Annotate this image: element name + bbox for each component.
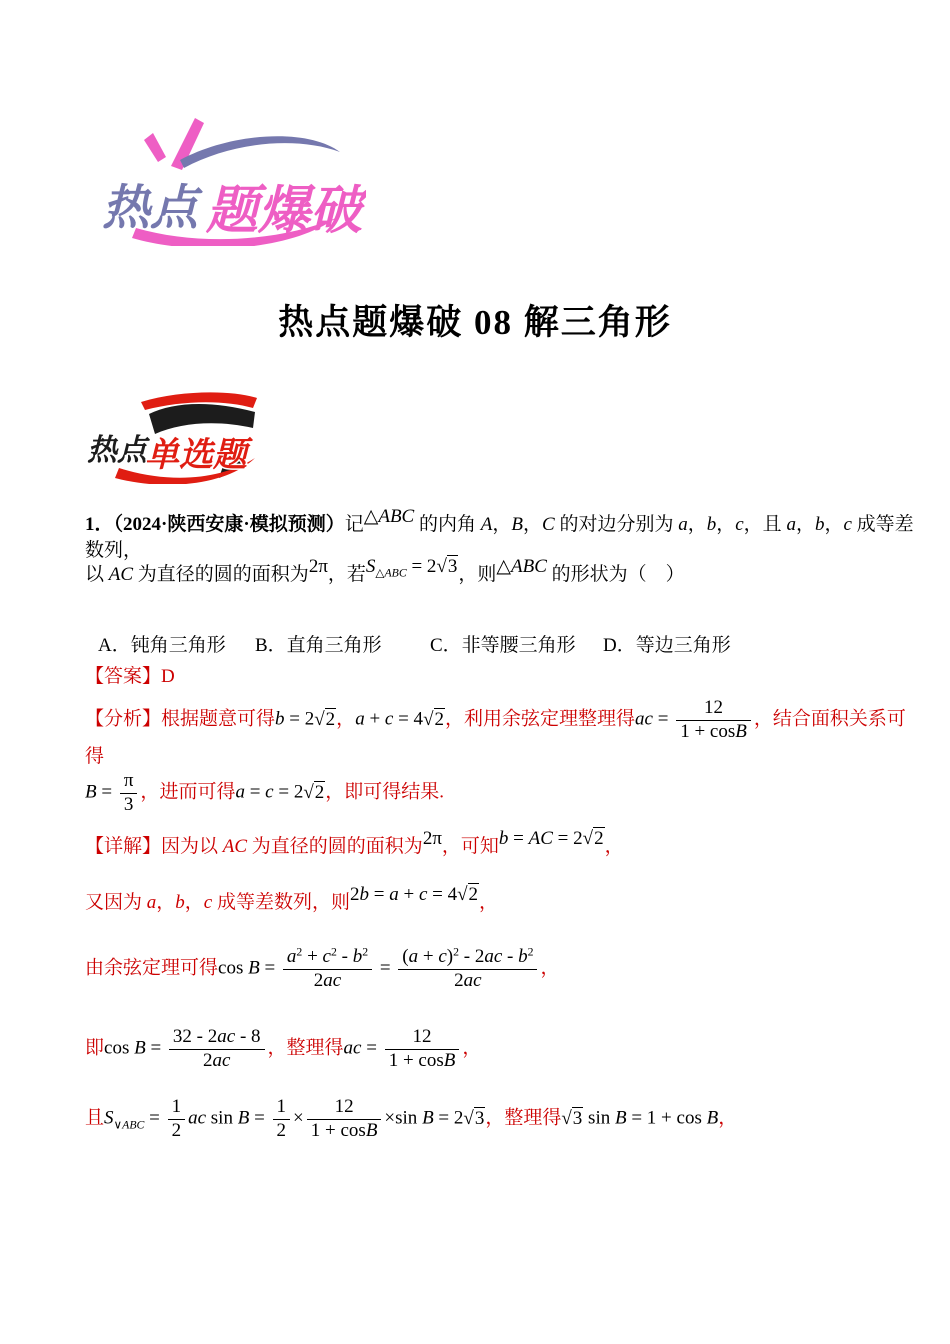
text-segment: ac [343, 1037, 362, 1059]
text-segment: ，若 [327, 564, 366, 585]
text-segment: 结合面积关系可得 [85, 708, 906, 767]
text-segment: b [706, 514, 717, 535]
text-segment: ， [522, 514, 542, 535]
text-segment: = [508, 828, 529, 849]
math-sqrt: √2 [423, 708, 444, 730]
text-segment: B [614, 1107, 627, 1129]
math-sqrt: √3 [436, 556, 458, 577]
text-segment: 记 [344, 514, 364, 535]
math-group [366, 554, 458, 580]
text-segment: a [786, 514, 796, 535]
text-segment: 2 [350, 884, 360, 905]
text-segment: ABC [511, 556, 547, 577]
text-segment: （2024·陕西安康·模拟预测） [113, 514, 345, 535]
math-fraction [676, 697, 751, 744]
math-group [499, 826, 605, 852]
math-fraction [283, 946, 372, 993]
text-segment: b [275, 708, 285, 730]
math-fraction [385, 1026, 460, 1073]
question-1-line-2 [85, 556, 915, 588]
text-segment: B [422, 1107, 434, 1129]
badge-text-part2: 单选题 [145, 436, 247, 474]
text-segment: c [418, 884, 428, 905]
text-segment: ) [446, 946, 454, 967]
text-segment: = [361, 1037, 382, 1059]
text-segment: C [542, 514, 555, 535]
text-segment: π [123, 770, 134, 791]
text-segment: = 2 [406, 556, 437, 577]
text-segment: ， [462, 1037, 482, 1059]
text-segment: ， [753, 708, 773, 730]
text-segment: 2π [308, 556, 328, 577]
text-segment: ， [140, 781, 160, 803]
option-c: C．非等腰三角形 [430, 635, 576, 656]
text-segment: + [302, 946, 323, 967]
text-segment: b [352, 946, 363, 967]
text-segment: = 2 [433, 1107, 464, 1129]
text-segment: 2 [434, 708, 444, 730]
text-segment: 2 [362, 945, 369, 959]
text-segment: ac [212, 1049, 231, 1071]
math-subscript [114, 1118, 145, 1131]
logo-hotspot [98, 106, 366, 246]
text-segment: b [814, 514, 825, 535]
text-segment: ， [336, 708, 356, 730]
text-segment: 2π [422, 828, 442, 849]
text-segment: 利用余弦定理整理得 [464, 708, 636, 730]
text-segment: 且 [85, 1107, 105, 1129]
text-segment: sin [206, 1107, 238, 1129]
text-segment: 3 [572, 1107, 583, 1129]
text-segment: ， [604, 836, 624, 857]
math-sqrt: √2 [582, 828, 604, 849]
text-segment: a [235, 781, 245, 803]
text-segment: ac [323, 969, 342, 991]
text-segment: = [96, 781, 117, 803]
text-segment: - 8 [235, 1026, 261, 1047]
text-segment: AC [108, 564, 134, 585]
math-superscript [528, 946, 534, 959]
text-segment: cos [104, 1037, 135, 1059]
text-segment: ，则 [458, 564, 497, 585]
text-segment: a [408, 946, 419, 967]
math-sqrt: √3 [561, 1107, 583, 1129]
text-segment: = [652, 708, 674, 730]
text-segment: 2 [330, 945, 337, 959]
text-segment: ， [267, 1037, 287, 1059]
math-sqrt: √2 [314, 708, 336, 730]
text-segment: c [438, 946, 447, 967]
text-segment: b [175, 892, 185, 913]
solution-line-2 [85, 884, 915, 916]
text-segment: a [389, 884, 399, 905]
text-segment: ( [402, 946, 409, 967]
text-segment: 即可得结果. [344, 781, 445, 803]
text-segment: ac [635, 708, 653, 730]
text-segment: AC [528, 828, 553, 849]
text-segment: 2 [527, 945, 534, 959]
text-segment: 3 [123, 793, 134, 815]
answer-line [85, 664, 915, 690]
logo-swoosh-top [180, 136, 340, 168]
text-segment: 即 [85, 1037, 105, 1059]
text-segment: c [322, 946, 331, 967]
text-segment: B [134, 1037, 146, 1059]
text-segment: ， [325, 781, 345, 803]
text-segment: 又因为 [85, 892, 147, 913]
text-segment: AC [222, 836, 248, 857]
text-segment: A [480, 514, 493, 535]
text-segment: B [706, 1107, 719, 1129]
text-segment: = [249, 1107, 270, 1129]
text-segment: 2 [203, 1049, 213, 1071]
text-segment: = [369, 884, 390, 905]
text-segment: ac [463, 969, 482, 991]
math-sqrt: √2 [457, 884, 479, 905]
text-segment: ac [188, 1107, 207, 1129]
text-segment: 2 [325, 708, 336, 730]
text-segment: 以 [85, 564, 109, 585]
text-segment: 2 [594, 828, 604, 849]
text-segment: 为直径的圆的面积为 [133, 564, 309, 585]
text-segment: 2 [468, 884, 479, 905]
text-segment: - 2 [459, 946, 485, 967]
text-segment: + [398, 884, 419, 905]
text-segment: + [364, 708, 385, 730]
math-fraction [169, 1026, 265, 1073]
text-segment: = 2 [552, 828, 583, 849]
text-segment: ， [479, 892, 499, 913]
text-segment: a [355, 708, 365, 730]
text-segment: ， [795, 514, 815, 535]
text-segment: ac [484, 946, 503, 967]
text-segment: ABC [384, 566, 407, 580]
text-segment: 进而可得 [159, 781, 236, 803]
text-segment: 3 [474, 1107, 485, 1129]
text-segment: 【分析】根据题意可得 [85, 708, 276, 730]
badge-single-choice [85, 388, 263, 484]
text-segment: ， [445, 708, 465, 730]
logo-graphic [98, 106, 366, 246]
text-segment: = [375, 957, 396, 979]
text-segment: = 4 [427, 884, 458, 905]
text-segment: B [735, 720, 747, 742]
text-segment: B [248, 957, 260, 979]
text-segment: 2 [296, 945, 303, 959]
text-segment: 由余弦定理可得 [85, 957, 219, 979]
text-segment: ，可知 [441, 836, 499, 857]
text-segment: B [365, 1119, 378, 1141]
text-segment: ， [492, 514, 512, 535]
text-segment: × [293, 1107, 304, 1129]
text-segment: ， [485, 1107, 505, 1129]
text-segment: = [145, 1037, 166, 1059]
text-segment: ， [687, 514, 707, 535]
text-segment: ， [716, 514, 736, 535]
text-segment: B [237, 1107, 250, 1129]
text-segment: 成等差数列，则 [212, 892, 350, 913]
text-segment: a [678, 514, 688, 535]
text-segment: 12 [412, 1026, 432, 1047]
text-segment: 2 [453, 945, 459, 959]
text-segment: ∨ [113, 1118, 123, 1132]
text-segment: △ [496, 556, 512, 577]
text-segment: c [265, 781, 274, 803]
logo-book-icon [144, 133, 166, 162]
badge-text-part1: 热点 [87, 434, 147, 467]
text-segment: b [359, 884, 369, 905]
text-segment: △ [363, 506, 379, 527]
math-fraction [398, 946, 537, 993]
analysis-line-2 [85, 770, 915, 817]
text-segment: 整理得 [286, 1037, 344, 1059]
text-segment: 1 + cos [388, 1049, 444, 1071]
text-segment: 1 [171, 1096, 182, 1117]
math-fraction [307, 1096, 382, 1143]
text-segment: 2 [314, 781, 325, 803]
math-group [350, 882, 479, 908]
solution-line-4 [85, 1026, 915, 1073]
text-segment: 1 + cos [310, 1119, 366, 1141]
text-segment: 为直径的圆的面积为 [247, 836, 423, 857]
text-segment: = 4 [393, 708, 424, 730]
text-segment: ABC [378, 506, 415, 527]
text-segment: = [244, 781, 266, 803]
text-segment: 的内角 [414, 514, 481, 535]
text-segment: 成等差数列， [85, 514, 914, 561]
text-segment: = 2 [284, 708, 315, 730]
text-segment: 的形状为（ ） [546, 564, 685, 585]
text-segment: 的对边分别为 [554, 514, 679, 535]
text-segment: 【答案】 [85, 666, 162, 687]
math-subscript [375, 567, 406, 580]
math-fraction [120, 770, 138, 817]
text-segment: 【详解】因为以 [85, 836, 223, 857]
text-segment: S [365, 556, 376, 577]
option-d: D．等边三角形 [603, 635, 731, 656]
text-segment: a [146, 892, 157, 913]
text-segment: B [511, 514, 523, 535]
text-segment: b [498, 828, 509, 849]
solution-line-1 [85, 828, 915, 860]
math-superscript [362, 946, 368, 959]
text-segment: = 2 [273, 781, 304, 803]
math-group [496, 554, 547, 580]
analysis-line-1 [85, 697, 915, 769]
text-segment: a [286, 946, 297, 967]
text-segment: 3 [447, 556, 458, 577]
text-segment: 12 [704, 697, 724, 718]
text-segment: cos [218, 957, 249, 979]
text-segment: - [502, 946, 519, 967]
option-b: B．直角三角形 [255, 635, 382, 656]
badge-five-shape [149, 404, 255, 434]
text-segment: 12 [334, 1096, 354, 1117]
text-segment: c [843, 514, 852, 535]
text-segment: 1． [85, 514, 114, 535]
text-segment: B [443, 1049, 456, 1071]
text-segment: b [518, 946, 528, 967]
math-sqrt: √2 [303, 781, 325, 803]
solution-line-5 [85, 1096, 915, 1143]
page-title: 热点题爆破 08 解三角形 [278, 303, 672, 342]
badge-graphic [85, 388, 263, 484]
text-segment: ， [824, 514, 844, 535]
logo-text-part2: 题爆破 [206, 182, 363, 240]
text-segment: ， [184, 892, 204, 913]
math-fraction [273, 1096, 291, 1143]
text-segment: ×sin [384, 1107, 423, 1129]
text-segment: D [161, 666, 175, 687]
text-segment: = [144, 1107, 165, 1129]
math-fraction [168, 1096, 186, 1143]
text-segment: ac [217, 1026, 236, 1047]
math-sqrt: √3 [463, 1107, 485, 1129]
solution-line-3 [85, 946, 915, 993]
text-segment: ， [156, 892, 176, 913]
text-segment: sin [583, 1107, 615, 1129]
text-segment: S [104, 1107, 114, 1129]
text-segment: c [203, 892, 213, 913]
text-segment: 2 [276, 1119, 287, 1141]
text-segment: 2 [313, 969, 324, 991]
text-segment: + [418, 946, 439, 967]
text-segment: 32 - 2 [172, 1026, 218, 1047]
text-segment: 整理得 [504, 1107, 562, 1129]
logo-text-part1: 热点 [102, 182, 199, 235]
text-segment: = 1 + cos [626, 1107, 707, 1129]
text-segment: = [259, 957, 280, 979]
text-segment: B [85, 781, 97, 803]
text-segment: ，且 [743, 514, 787, 535]
text-segment: - [336, 946, 353, 967]
text-segment: 2 [171, 1119, 182, 1141]
option-a: A．钝角三角形 [98, 635, 226, 656]
text-segment: c [384, 708, 394, 730]
text-segment: △ [375, 566, 385, 580]
text-segment: c [735, 514, 744, 535]
text-segment: 1 + cos [680, 720, 736, 742]
text-segment: ， [718, 1107, 738, 1129]
text-segment: ， [540, 957, 560, 979]
math-group [364, 504, 415, 530]
text-segment: 1 [276, 1096, 287, 1117]
text-segment: ABC [122, 1118, 145, 1132]
text-segment: 2 [454, 969, 464, 991]
